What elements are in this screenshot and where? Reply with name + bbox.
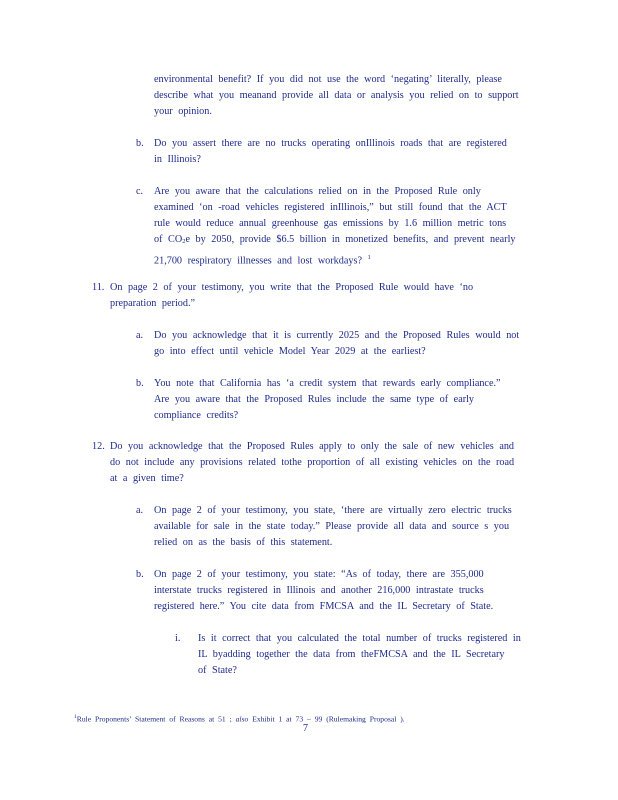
- continuation-paragraph: [154, 72, 519, 120]
- text-line: environmental benefit? If you did not use the word ‘negating’ literally, please: [154, 74, 502, 85]
- item-label: b.: [136, 569, 144, 580]
- text-line: Are you aware that the Proposed Rules include the same type of early: [154, 394, 475, 405]
- text-line: available for sale in the state today.” Please provide all data and source s you: [154, 521, 510, 532]
- text-fragment: e by 2050, provide $6.5 billion in monetized benefits, and prevent nearly: [185, 234, 516, 245]
- text-line: relied on as the basis of this statement.: [154, 537, 333, 548]
- text-line: do not include any provisions related tothe proportion of all existing vehicles on the road: [110, 457, 515, 468]
- question-12: [110, 439, 514, 487]
- question-11b: [154, 376, 501, 424]
- text-line: On page 2 of your testimony, you write that the Proposed Rule would have ‘no: [110, 282, 474, 293]
- text-line: at a given time?: [110, 473, 184, 484]
- text-line: Do you assert there are no trucks operating onIllinois roads that are registered: [154, 138, 507, 149]
- text-line: examined ‘on -road vehicles registered inIllinois,” but still found that the ACT: [154, 202, 507, 213]
- footnote-marker: 1: [74, 714, 77, 720]
- page-number: 7: [303, 723, 308, 734]
- text-line: Do you acknowledge that it is currently 2025 and the Proposed Rules would not: [154, 330, 520, 341]
- item-label: b.: [136, 378, 144, 389]
- footnote-reference[interactable]: 1: [367, 254, 371, 261]
- text-line: interstate trucks registered in Illinois and another 216,000 intrastate trucks: [154, 585, 484, 596]
- item-number: 12.: [92, 441, 105, 452]
- footnote-text: Rule Proponents’ Statement of Reasons at 51 ;: [76, 714, 232, 724]
- text-line-co2: [154, 232, 516, 250]
- question-c-calculations: [154, 184, 516, 269]
- text-line: go into effect until vehicle Model Year 2029 at the earliest?: [154, 346, 426, 357]
- text-line: You note that California has ‘a credit system that rewards early compliance.”: [154, 378, 501, 389]
- item-label: b.: [136, 138, 144, 149]
- footnote-italic: also: [235, 714, 249, 724]
- item-label: a.: [136, 330, 144, 341]
- text-line: Are you aware that the calculations relied on in the Proposed Rule only: [154, 186, 481, 197]
- text-line: compliance credits?: [154, 410, 239, 421]
- footnote: [74, 712, 405, 725]
- text-fragment: of CO: [154, 234, 183, 245]
- question-b-trucks: [154, 136, 507, 168]
- text-line: [154, 250, 516, 269]
- question-12a: [154, 503, 512, 551]
- text-line: rule would reduce annual greenhouse gas emissions by 1.6 million metric tons: [154, 218, 507, 229]
- footnote-text: Exhibit 1 at 73 – 99 (Rulemaking Proposal ).: [248, 714, 405, 724]
- text-line: in Illinois?: [154, 154, 201, 165]
- text-line: On page 2 of your testimony, you state, ‘there are virtually zero electric trucks: [154, 505, 512, 516]
- question-11: [110, 280, 473, 312]
- question-12b-i: [198, 631, 521, 679]
- text-line: On page 2 of your testimony, you state: “As of today, there are 355,000: [154, 569, 484, 580]
- text-line: Is it correct that you calculated the total number of trucks registered in: [198, 633, 521, 644]
- question-11a: [154, 328, 519, 360]
- question-12b: [154, 567, 493, 615]
- text-line: Do you acknowledge that the Proposed Rules apply to only the sale of new vehicles and: [110, 441, 515, 452]
- text-line: describe what you meanand provide all data or analysis you relied on to support: [154, 90, 519, 101]
- item-number: 11.: [92, 282, 105, 293]
- text-line: preparation period.”: [110, 298, 196, 309]
- item-label: a.: [136, 505, 144, 516]
- item-label: c.: [136, 186, 144, 197]
- text-line: IL byadding together the data from theFMCSA and the IL Secretary: [198, 649, 505, 660]
- text-line: registered here.” You cite data from FMCSA and the IL Secretary of State.: [154, 601, 494, 612]
- text-line: of State?: [198, 665, 237, 676]
- item-label: i.: [175, 633, 181, 644]
- text-fragment: 21,700 respiratory illnesses and lost workdays?: [154, 255, 362, 267]
- text-line: your opinion.: [154, 106, 212, 117]
- subscript: 2: [182, 238, 186, 245]
